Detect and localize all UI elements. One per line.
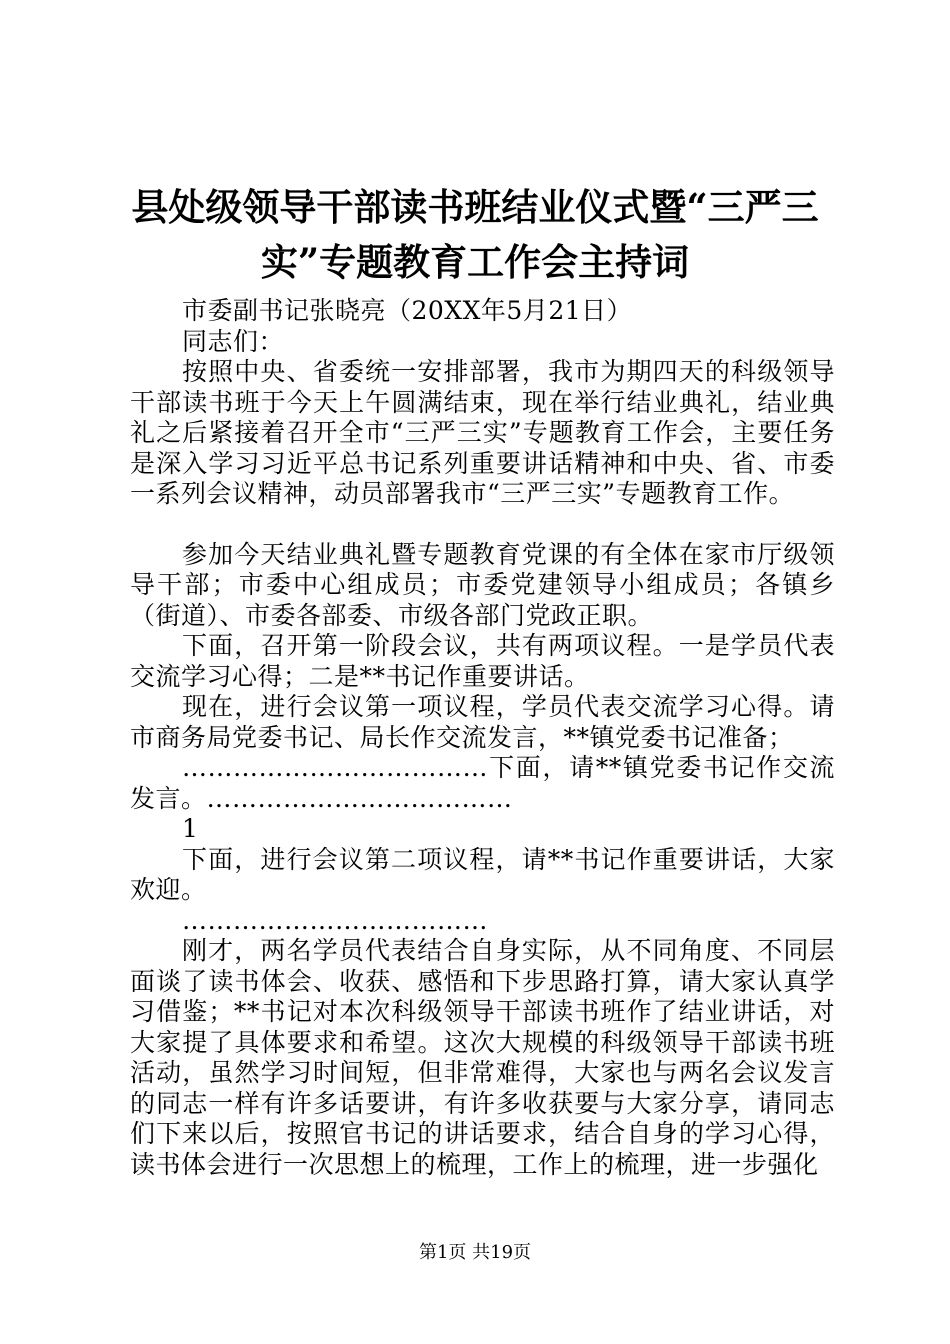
author-date-line: 市委副书记张晓亮（20XX年5月21日） [182, 296, 633, 325]
paragraph: 按照中央、省委统一安排部署，我市为期四天的科级领导干部读书班于今天上午圆满结束，现在举行结业典礼，结业典礼之后紧接着召开全市“三严三实”专题教育工作会，主要任务是深入学习习近平总书记系列重要讲话精神和中央、省、市委一系列会议精神，动员部署我市“三严三实”专题教育工作。 [130, 357, 835, 508]
paragraph: ………………………………下面，请**镇党委书记作交流发言。……………………………… [130, 753, 835, 813]
document-title-line-1: 县处级领导干部读书班结业仪式暨“三严三 [131, 185, 819, 229]
ellipsis-line: ……………………………… [182, 905, 488, 935]
paragraph-gap [130, 510, 835, 540]
document-title-line-2: 实”专题教育工作会主持词 [260, 240, 690, 284]
salutation: 同志们： [182, 326, 285, 356]
document-body [130, 296, 835, 1180]
page-footer: 第1页 共19页 [418, 1242, 532, 1263]
paragraph: 下面，召开第一阶段会议，共有两项议程。一是学员代表交流学习心得；二是**书记作重要讲话。 [130, 631, 835, 691]
paragraph: 现在，进行会议第一项议程，学员代表交流学习心得。请市商务局党委书记、局长作交流发言，**镇党委书记准备； [130, 692, 835, 752]
paragraph: 下面，进行会议第二项议程，请**书记作重要讲话，大家欢迎。 [130, 844, 835, 904]
paragraph: 刚才，两名学员代表结合自身实际，从不同角度、不同层面谈了读书体会、收获、感悟和下步思路打算，请大家认真学习借鉴；**书记对本次科级领导干部读书班作了结业讲话，对大家提了具体要求和希望。这次大规模的科级领导干部读书班活动，虽然学习时间短，但非常难得，大家也与两名会议发言的同志一样有许多话要讲，有许多收获要与大家分享，请同志们下来以后，按照官书记的讲话要求，结合自身的学习心得，读书体会进行一次思想上的梳理，工作上的梳理，进一步强化 [130, 936, 835, 1179]
inline-page-number: 1 [182, 814, 199, 843]
paragraph: 参加今天结业典礼暨专题教育党课的有全体在家市厅级领导干部；市委中心组成员；市委党建领导小组成员；各镇乡（街道）、市委各部委、市级各部门党政正职。 [130, 539, 835, 630]
